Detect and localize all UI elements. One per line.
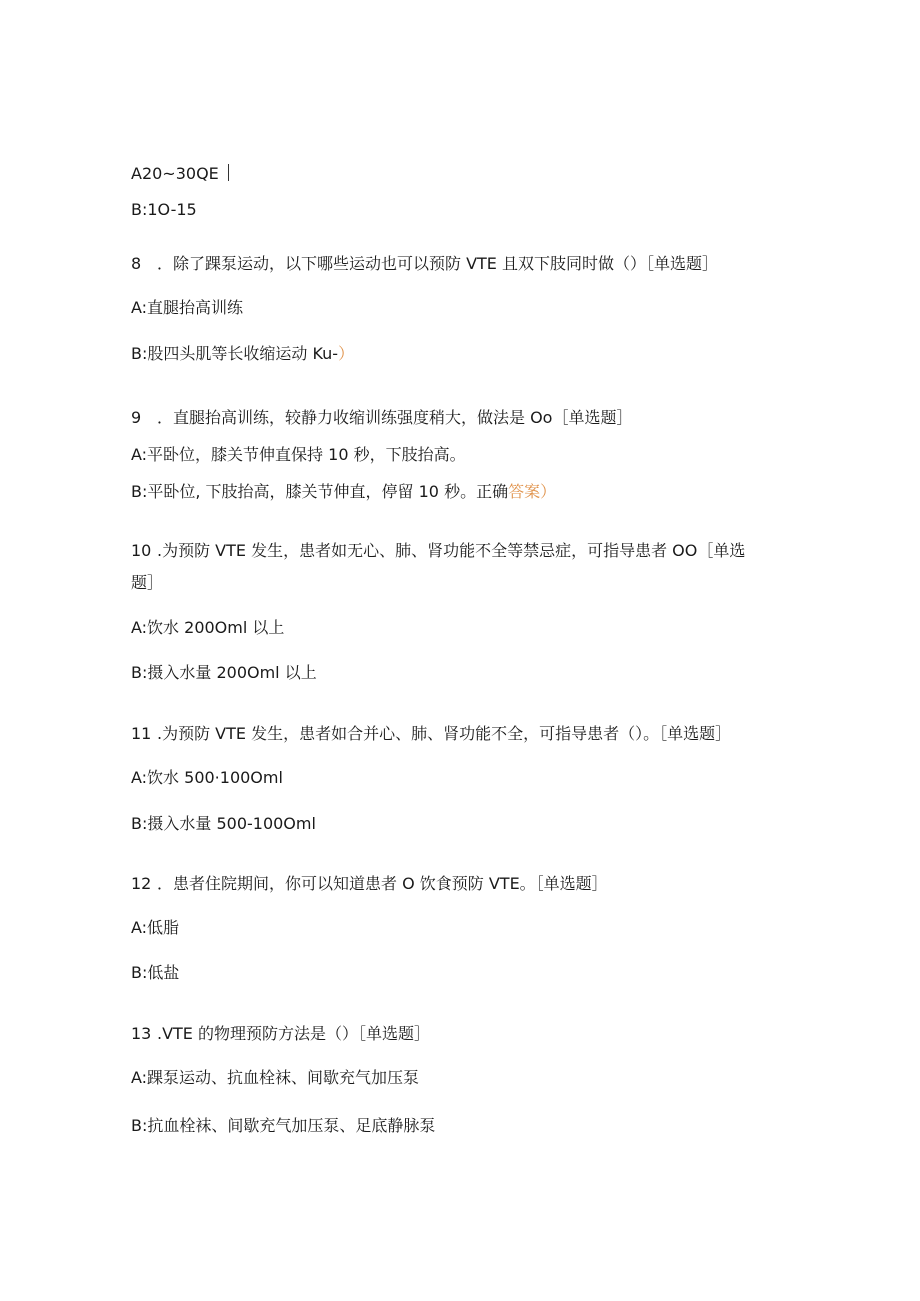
question-13-option-b — [131, 1118, 435, 1134]
question-9-option-a — [131, 447, 466, 463]
option-text: B:1O-15 — [131, 200, 197, 219]
question-12-option-a — [131, 920, 179, 936]
question-12 — [131, 876, 608, 892]
question-text: .VTE 的物理预防方法是（）［单选题］ — [157, 1024, 431, 1043]
question-text: .为预防 VTE 发生，患者如无心、肺、肾功能不全等禁忌症，可指导患者 OO［单选 — [157, 541, 746, 560]
question-8-option-b — [131, 346, 354, 362]
option-text: A:饮水 200Oml 以上 — [131, 618, 285, 637]
question-10-option-a — [131, 620, 284, 636]
question-9-option-b — [131, 484, 556, 500]
option-text: B:平卧位, 下肢抬高，膝关节伸直，停留 10 秒。正确 — [131, 482, 509, 501]
question-10-option-b — [131, 665, 317, 681]
option-text: B:摄入水量 200Oml 以上 — [131, 663, 317, 682]
answer-mark: 答案） — [508, 482, 557, 501]
option-line — [131, 202, 197, 218]
option-text: B:股四头肌等长收缩运动 Ku- — [131, 344, 339, 363]
question-10 — [131, 543, 745, 559]
question-13 — [131, 1026, 430, 1042]
question-text: .为预防 VTE 发生，患者如合并心、肺、肾功能不全，可指导患者（）。［单选题］ — [157, 724, 732, 743]
question-11 — [131, 726, 731, 742]
question-8 — [131, 256, 718, 272]
question-9 — [131, 410, 632, 426]
option-text: A:平卧位，膝关节伸直保持 10 秒，下肢抬高。 — [131, 445, 466, 464]
text-cursor — [228, 164, 229, 181]
question-number: 12 — [131, 874, 152, 893]
question-10-continuation — [131, 575, 163, 591]
option-text: A:直腿抬高训练 — [131, 298, 244, 317]
question-12-option-b — [131, 965, 179, 981]
option-text: A20~30QE — [131, 164, 219, 183]
question-text: ．患者住院期间，你可以知道患者 O 饮食预防 VTE。［单选题］ — [157, 874, 608, 893]
question-text-continued: 题］ — [131, 573, 164, 592]
question-11-option-b — [131, 816, 316, 832]
question-8-option-a — [131, 300, 243, 316]
question-number: 13 — [131, 1024, 152, 1043]
option-text: A:低脂 — [131, 918, 180, 937]
option-text: B:低盐 — [131, 963, 180, 982]
question-text: ．除了踝泵运动，以下哪些运动也可以预防 VTE 且双下肢同时做（）［单选题］ — [157, 254, 719, 273]
answer-mark: ） — [338, 344, 355, 363]
question-13-option-a — [131, 1070, 419, 1086]
question-text: ．直腿抬高训练，较静力收缩训练强度稍大，做法是 Oo［单选题］ — [157, 408, 633, 427]
question-number: 9 — [131, 408, 142, 427]
option-text: A:饮水 500·100Oml — [131, 768, 283, 787]
option-text: B:摄入水量 500-100Oml — [131, 814, 316, 833]
option-text: A:踝泵运动、抗血栓袜、间歇充气加压泵 — [131, 1068, 420, 1087]
option-line — [131, 164, 229, 182]
question-11-option-a — [131, 770, 283, 786]
question-number: 10 — [131, 541, 152, 560]
question-number: 11 — [131, 724, 152, 743]
question-number: 8 — [131, 254, 142, 273]
option-text: B:抗血栓袜、间歇充气加压泵、足底静脉泵 — [131, 1116, 436, 1135]
